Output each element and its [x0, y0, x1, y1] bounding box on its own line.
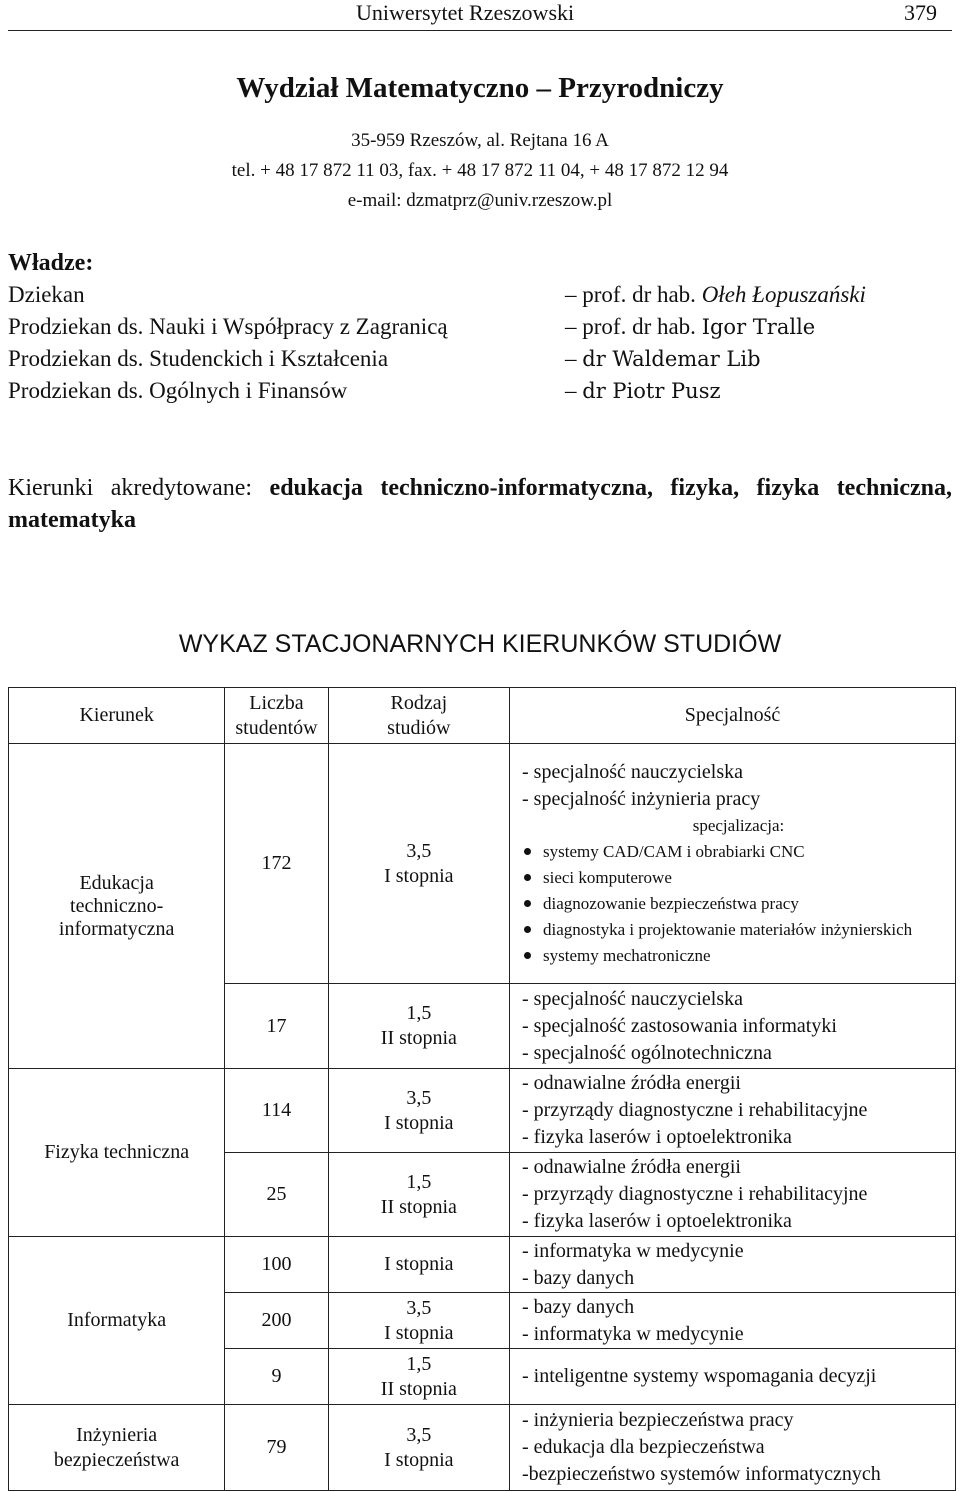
specialization-sublabel: specjalizacja: — [692, 815, 785, 835]
study-type — [328, 984, 509, 1069]
study-level: II stopnia — [380, 1027, 457, 1049]
name-value: dr Waldemar Lib — [582, 347, 761, 371]
accredited-label: Kierunki akredytowane: — [8, 475, 253, 501]
students-count: 17 — [225, 984, 328, 1069]
specializations-cell — [510, 984, 956, 1069]
bullet-icon — [524, 952, 531, 959]
header-divider — [8, 30, 952, 31]
bullet-text: diagnostyka i projektowanie materiałów inżynierskich — [543, 919, 913, 939]
running-header-university: Uniwersytet Rzeszowski — [356, 0, 575, 25]
name-vice-dean-students — [565, 346, 761, 372]
study-type — [328, 744, 509, 984]
name-dean — [565, 282, 866, 308]
name-vice-dean-science — [565, 314, 815, 340]
study-level: I stopnia — [384, 1111, 454, 1134]
students-count: 200 — [225, 1293, 328, 1349]
name-value: dr Piotr Pusz — [582, 379, 721, 403]
specialization-item: - specjalność inżynieria pracy — [522, 787, 761, 810]
specialization-item: - informatyka w medycynie — [522, 1239, 744, 1262]
students-count: 79 — [225, 1405, 328, 1491]
role-vice-dean-science: Prodziekan ds. Nauki i Współpracy z Zagranicą — [8, 314, 448, 339]
bullet-icon — [524, 900, 531, 907]
specializations-cell — [510, 1293, 956, 1349]
specializations-cell — [510, 744, 956, 984]
field-name-edukacja: Edukacja techniczno-informatyczna — [9, 744, 225, 1069]
faculty-title: Wydział Matematyczno – Przyrodniczy — [236, 72, 724, 104]
bullet-item — [522, 917, 955, 943]
bullet-item — [522, 891, 955, 917]
study-type — [328, 1405, 509, 1491]
bullet-item — [522, 943, 955, 969]
name-prefix: – prof. dr hab. — [565, 314, 702, 339]
list-title: WYKAZ STACJONARNYCH KIERUNKÓW STUDIÓW — [178, 630, 782, 658]
role-dean: Dziekan — [8, 282, 85, 307]
table-header-row — [9, 688, 956, 744]
study-level: I stopnia — [384, 1448, 454, 1471]
study-years: 3,5 — [406, 1423, 432, 1446]
header-liczba: Liczba studentów — [225, 688, 328, 744]
name-value: Ołeh Łopuszański — [701, 282, 866, 307]
table-row — [9, 1405, 956, 1491]
authorities-heading: Władze: — [8, 250, 94, 276]
field-name-fizyka: Fizyka techniczna — [9, 1069, 225, 1237]
specialization-item: - przyrządy diagnostyczne i rehabilitacyjne — [522, 1099, 868, 1121]
field-name-informatyka: Informatyka — [9, 1237, 225, 1405]
study-years: 1,5 — [406, 1002, 432, 1024]
specialization-item: - bazy danych — [522, 1295, 635, 1318]
table-row — [9, 1237, 956, 1293]
specialization-item: - przyrządy diagnostyczne i rehabilitacyjne — [522, 1183, 868, 1205]
bullet-text: sieci komputerowe — [543, 867, 672, 887]
study-type — [328, 1069, 509, 1153]
specialization-item: - specjalność nauczycielska — [522, 760, 744, 783]
specialization-item: - fizyka laserów i optoelektronika — [522, 1126, 792, 1148]
table-row — [9, 744, 956, 984]
field-name-inzynieria: Inżynieria bezpieczeństwa — [9, 1405, 225, 1491]
study-level: II stopnia — [380, 1195, 457, 1218]
study-years: 1,5 — [406, 1352, 432, 1375]
name-prefix: – — [565, 378, 583, 403]
study-years: 3,5 — [406, 1086, 432, 1109]
bullet-text: systemy CAD/CAM i obrabiarki CNC — [543, 841, 805, 861]
specialization-item: - inteligentne systemy wspomagania decyzji — [522, 1365, 877, 1387]
faculty-email: e-mail: dzmatprz@univ.rzeszow.pl — [347, 190, 613, 211]
study-level: I stopnia — [384, 864, 454, 887]
study-years: 3,5 — [406, 1296, 432, 1319]
name-prefix: – — [565, 346, 583, 371]
study-type — [328, 1153, 509, 1237]
table-row — [9, 1069, 956, 1153]
specialization-item: - odnawialne źródła energii — [522, 1072, 741, 1094]
role-vice-dean-students: Prodziekan ds. Studenckich i Kształcenia — [8, 346, 389, 371]
specialization-item: - edukacja dla bezpieczeństwa — [522, 1436, 765, 1458]
specialization-item: -bezpieczeństwo systemów informatycznych — [522, 1463, 881, 1485]
faculty-phone: tel. + 48 17 872 11 03, fax. + 48 17 872 11 04, + 48 17 872 12 94 — [231, 160, 729, 181]
specialization-item: - inżynieria bezpieczeństwa pracy — [522, 1409, 794, 1431]
study-type — [328, 1293, 509, 1349]
bullet-icon — [524, 874, 531, 881]
bullet-item — [522, 839, 955, 865]
bullet-text: diagnozowanie bezpieczeństwa pracy — [543, 893, 799, 913]
page-number: 379 — [904, 0, 937, 25]
specializations-cell — [510, 1069, 956, 1153]
specializations-cell — [510, 1237, 956, 1293]
header-rodzaj: Rodzaj studiów — [328, 688, 509, 744]
study-level: I stopnia — [384, 1321, 454, 1344]
students-count: 9 — [225, 1349, 328, 1405]
students-count: 25 — [225, 1153, 328, 1237]
accredited-fields — [8, 472, 952, 536]
students-count: 114 — [225, 1069, 328, 1153]
study-level: I stopnia — [328, 1237, 509, 1293]
specialization-item: - specjalność ogólnotechniczna — [522, 1041, 772, 1064]
specializations-cell — [510, 1405, 956, 1491]
specialization-item: - informatyka w medycynie — [522, 1322, 744, 1345]
specialization-item: - specjalność nauczycielska — [522, 987, 744, 1010]
study-years: 3,5 — [406, 839, 432, 862]
specializations-cell — [510, 1153, 956, 1237]
study-type — [328, 1349, 509, 1405]
name-value: Igor Tralle — [701, 315, 816, 339]
bullet-icon — [524, 848, 531, 855]
bullet-text: systemy mechatroniczne — [543, 945, 711, 965]
accredited-value: edukacja techniczno-informatyczna, fizyka, fizyka techniczna, matematyka — [8, 475, 953, 533]
name-vice-dean-general — [565, 378, 721, 404]
specialization-item: - specjalność zastosowania informatyki — [522, 1014, 837, 1037]
bullet-icon — [524, 926, 531, 933]
specializations-cell — [510, 1349, 956, 1405]
header-specjalnosc: Specjalność — [510, 688, 956, 744]
bullet-item — [522, 865, 955, 891]
role-vice-dean-general: Prodziekan ds. Ogólnych i Finansów — [8, 378, 348, 403]
specialization-item: - odnawialne źródła energii — [522, 1156, 741, 1178]
specialization-item: - bazy danych — [522, 1266, 635, 1289]
students-count: 100 — [225, 1237, 328, 1293]
header-kierunek: Kierunek — [9, 688, 225, 744]
specialization-item: - fizyka laserów i optoelektronika — [522, 1210, 792, 1232]
name-prefix: – prof. dr hab. — [565, 282, 702, 307]
study-programs-table — [8, 687, 956, 1491]
students-count: 172 — [225, 744, 328, 984]
study-level: II stopnia — [380, 1377, 457, 1400]
study-years: 1,5 — [406, 1170, 432, 1193]
faculty-address: 35-959 Rzeszów, al. Rejtana 16 A — [351, 130, 609, 151]
